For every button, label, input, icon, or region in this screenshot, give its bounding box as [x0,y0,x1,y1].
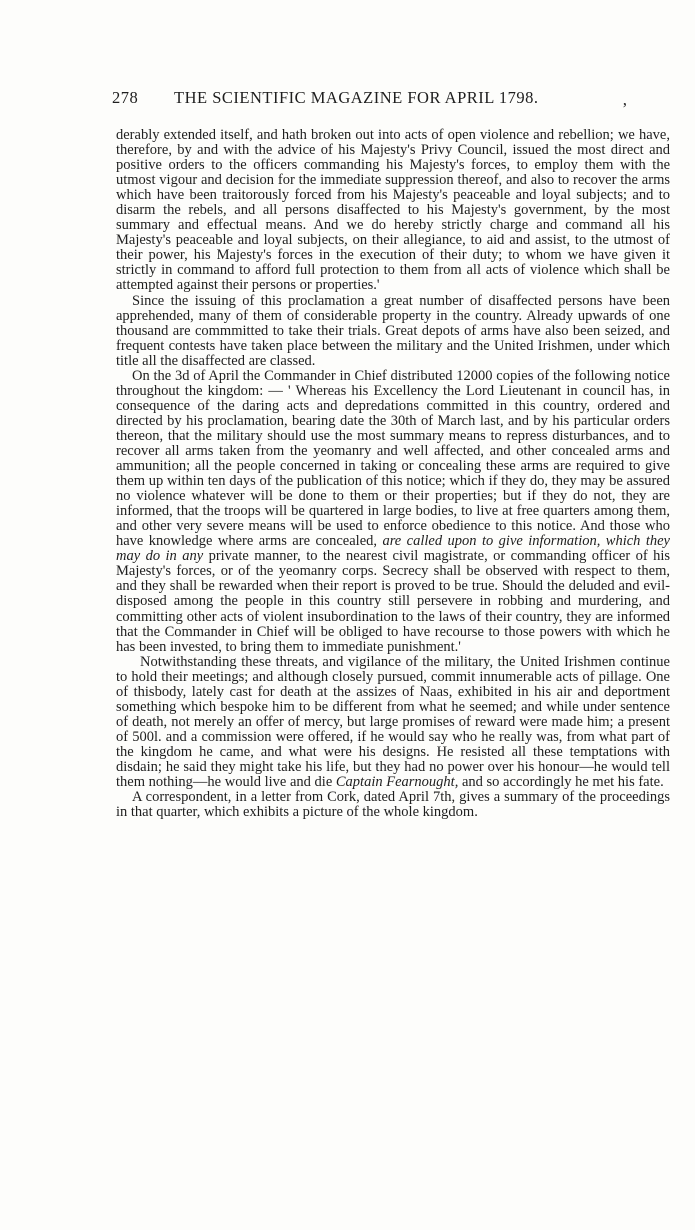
paragraph-text: Notwithstanding these threats, and vigilance of the military, the United Irishmen continue to hold their meetings; and although closely pursued, commit innumerable acts of pillage. One of thisbody, lately cast for death at the assizes of Naas, exhibited in his air and deportment something which bespoke him to be different from what he seemed; and while under sentence of death, not merely an offer of mercy, but large promises of reward were made him; a present of 500l. and a commission were offered, if he would say who he really was, from what part of the kingdom he came, and what were his designs. He resisted all these temptations with disdain; he said they might take his life, but they had no power over his honour—he would tell them nothing—he would live and die [116,653,670,791]
paragraph-italic-text: Captain Fearnought, [335,774,459,791]
paragraph-text: On the 3d of April the Commander in Chief distributed 12000 copies of the following notice throughout the kingdom: — ' Whereas his Excellency the Lord Lieutenant in council has, in consequence of the daring acts and depredations committed in this country, ordered and directed by his proclamation, bearing date the 30th of March last, and by his particular orders thereon, that the military should use the most summary means to repress disturbances, and to recover all arms taken from the yeomanry and well affected, and other concealed arms and ammunition; all the people concerned in taking or concealing these arms are required to give them up within ten days of the publication of this notice; which if they do, they may be assured no violence whatever will be done to them or their properties; but if they do not, they are informed, that the troops will be quartered in large bodies, to live at free quarters among them, and other very severe means will be used to enforce obedience to this notice. And those who have knowledge where arms are concealed, [116,367,670,550]
page-number: 278 [112,88,139,107]
paragraph-commander-notice [116,369,670,655]
paragraph-text: Since the issuing of this proclamation a great number of disaffected persons have been apprehended, many of them of considerable property in the country. Already upwards of one thousand are commmitted to take their trials. Great depots of arms have also been seized, and frequent contests have taken place between the military and the United Irishmen, under which title all the disaffected are classed. [116,292,670,369]
running-header [112,88,682,112]
corner-mark: ‚ [622,90,628,109]
paragraph-text: and so accordingly he met his fate. [458,774,664,791]
paragraph-proclamation-end [116,128,670,294]
paragraph-cork-letter [116,790,670,820]
paragraph-text: private manner, to the nearest civil magistrate, or commanding officer of his Majesty's forces, or of the yeomanry corps. Secrecy shall be observed with respect to them, and they shall be rewarded when their report is proved to be true. Should the deluded and evil-disposed among the people in this country still persevere in robbing and murdering, and committing other acts of violent insubordination to the laws of their country, they are informed that the Commander in Chief will be obliged to have recourse to those powers with which he has been invested, to bring them to immediate punishment.' [116,548,670,655]
paragraph-text: A correspondent, in a letter from Cork, dated April 7th, gives a summary of the proceedings in that quarter, which exhibits a picture of the whole kingdom. [116,789,670,821]
paragraph-arrests [116,294,670,369]
paragraph-italic-text: are called upon to give information, which they may do in any [116,533,670,565]
running-title: THE SCIENTIFIC MAGAZINE FOR APRIL 1798. [174,88,539,107]
paragraph-text: derably extended itself, and hath broken out into acts of open violence and rebellion; we have, therefore, by and with the advice of his Majesty's Privy Council, issued the most direct and positive orders to the officers commanding his Majesty's forces, to employ them with the utmost vigour and decision for the immediate suppression thereof, and also to recover the arms which have been traitorously forced from his Majesty's peaceable and loyal subjects; and to disarm the rebels, and all persons disaffected to his Majesty's government, by the most summary and effectual means. And we do hereby strictly charge and command all his Majesty's peaceable and loyal subjects, on their allegiance, to aid and assist, to the utmost of their power, his Majesty's forces in the execution of their duty; to whom we have given it strictly in command to afford full protection to them from all acts of violence which shall be attempted against their persons or properties.' [116,127,670,294]
article-body [116,128,670,820]
paragraph-united-irishmen [116,655,670,790]
